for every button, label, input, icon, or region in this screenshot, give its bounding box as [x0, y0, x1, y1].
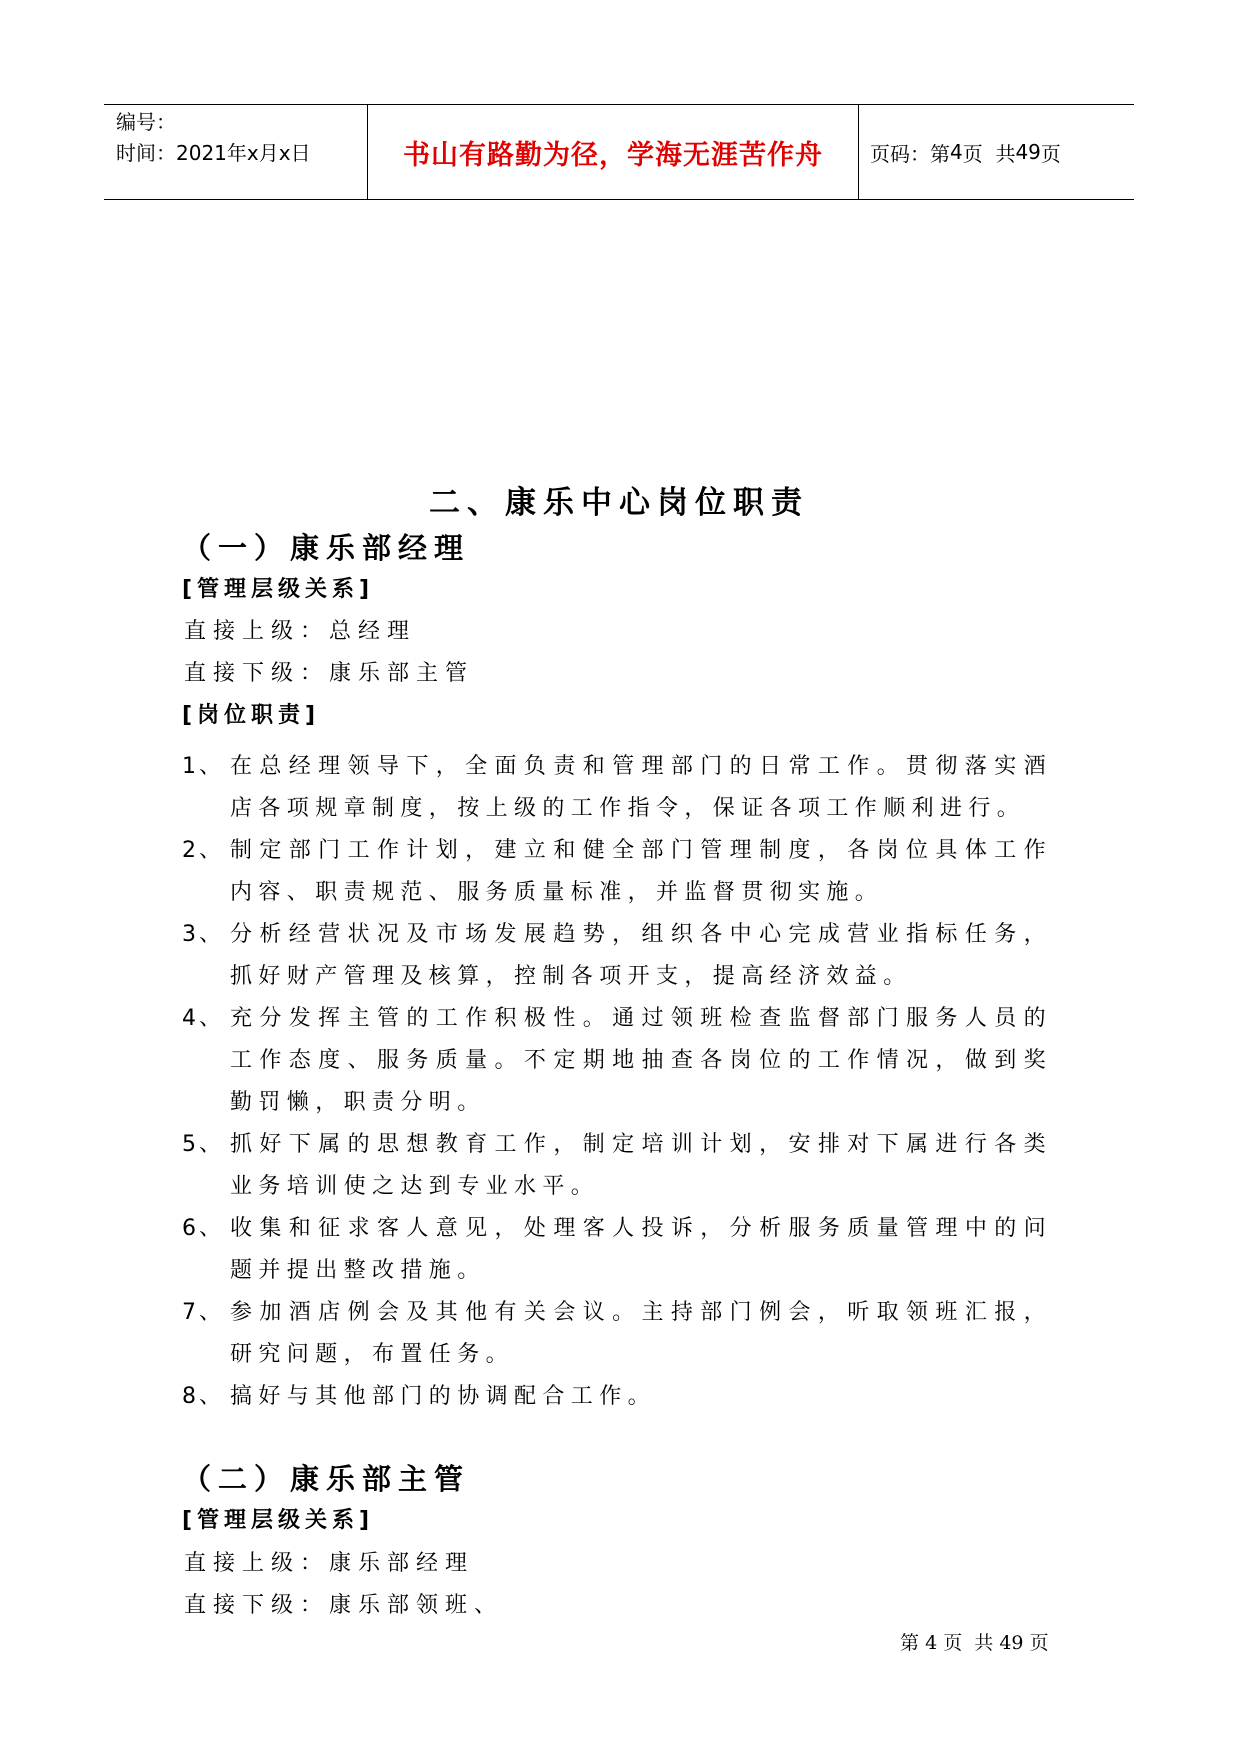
duty-number: 3、 [182, 922, 224, 947]
duty-item [182, 1124, 1052, 1208]
duty-number: 6、 [182, 1216, 224, 1241]
relations-heading-manager: [管理层级关系] [182, 577, 375, 602]
duty-text: 参加酒店例会及其他有关会议。主持部门例会，听取领班汇报，研究问题，布置任务。 [230, 1300, 1052, 1367]
duty-text: 制定部门工作计划，建立和健全部门管理制度，各岗位具体工作内容、职责规范、服务质量标准，并监督贯彻实施。 [230, 838, 1052, 905]
section-title-supervisor: （二）康乐部主管 [182, 1462, 471, 1496]
duty-item [182, 1376, 1052, 1418]
header-page-prefix: 页码：第 [870, 141, 950, 166]
header-motto: 书山有路勤为径，学海无涯苦作舟 [403, 139, 823, 171]
duties-heading-manager: [岗位职责] [182, 703, 321, 728]
duty-number: 2、 [182, 838, 224, 863]
document-title: 二、康乐中心岗位职责 [429, 485, 809, 521]
duty-text: 充分发挥主管的工作积极性。通过领班检查监督部门服务人员的工作态度、服务质量。不定期地抽查各岗位的工作情况，做到奖勤罚懒，职责分明。 [230, 1006, 1052, 1115]
duty-number: 8、 [182, 1384, 224, 1409]
header-page-current: 4 [950, 140, 963, 164]
duty-item [182, 914, 1052, 998]
relations-heading-supervisor: [管理层级关系] [182, 1508, 375, 1533]
duty-text: 在总经理领导下，全面负责和管理部门的日常工作。贯彻落实酒店各项规章制度，按上级的工作指令，保证各项工作顺利进行。 [230, 754, 1052, 821]
subordinate-supervisor: 直接下级：康乐部领班、 [184, 1593, 504, 1618]
footer-prefix: 第 [900, 1632, 920, 1654]
duty-text: 收集和征求客人意见，处理客人投诉，分析服务质量管理中的问题并提出整改措施。 [230, 1216, 1052, 1283]
duty-text: 抓好下属的思想教育工作，制定培训计划，安排对下属进行各类业务培训使之达到专业水平。 [230, 1132, 1052, 1199]
duty-item [182, 746, 1052, 830]
header-divider-left [367, 105, 368, 199]
footer-total: 49 [999, 1632, 1024, 1654]
duty-number: 5、 [182, 1132, 224, 1157]
duty-number: 1、 [182, 754, 224, 779]
page-footer [900, 1628, 1049, 1655]
duty-item [182, 998, 1052, 1124]
header-number-label: 编号： [116, 110, 176, 134]
duty-list [182, 746, 1052, 1418]
duty-number: 4、 [182, 1006, 224, 1031]
section-title-manager: （一）康乐部经理 [182, 531, 471, 565]
header-page-indicator [870, 105, 1132, 199]
header-divider-right [858, 105, 859, 199]
duty-number: 7、 [182, 1300, 224, 1325]
page-header [104, 104, 1134, 200]
header-page-total: 49 [1015, 140, 1041, 164]
footer-mid: 页 共 [943, 1632, 994, 1654]
header-time-label: 时间：2021年x月x日 [116, 141, 311, 165]
footer-current: 4 [925, 1632, 938, 1654]
duty-text: 搞好与其他部门的协调配合工作。 [230, 1384, 657, 1409]
superior-supervisor: 直接上级：康乐部经理 [184, 1551, 475, 1576]
subordinate-manager: 直接下级：康乐部主管 [184, 661, 475, 686]
footer-suffix: 页 [1029, 1632, 1049, 1654]
duty-item [182, 830, 1052, 914]
duty-item [182, 1208, 1052, 1292]
duty-text: 分析经营状况及市场发展趋势，组织各中心完成营业指标任务，抓好财产管理及核算，控制各项开支，提高经济效益。 [230, 922, 1052, 989]
header-page-mid: 页 共 [962, 141, 1016, 166]
duty-item [182, 1292, 1052, 1376]
superior-manager: 直接上级：总经理 [184, 619, 417, 644]
header-page-suffix: 页 [1040, 141, 1061, 166]
header-meta [116, 107, 364, 169]
